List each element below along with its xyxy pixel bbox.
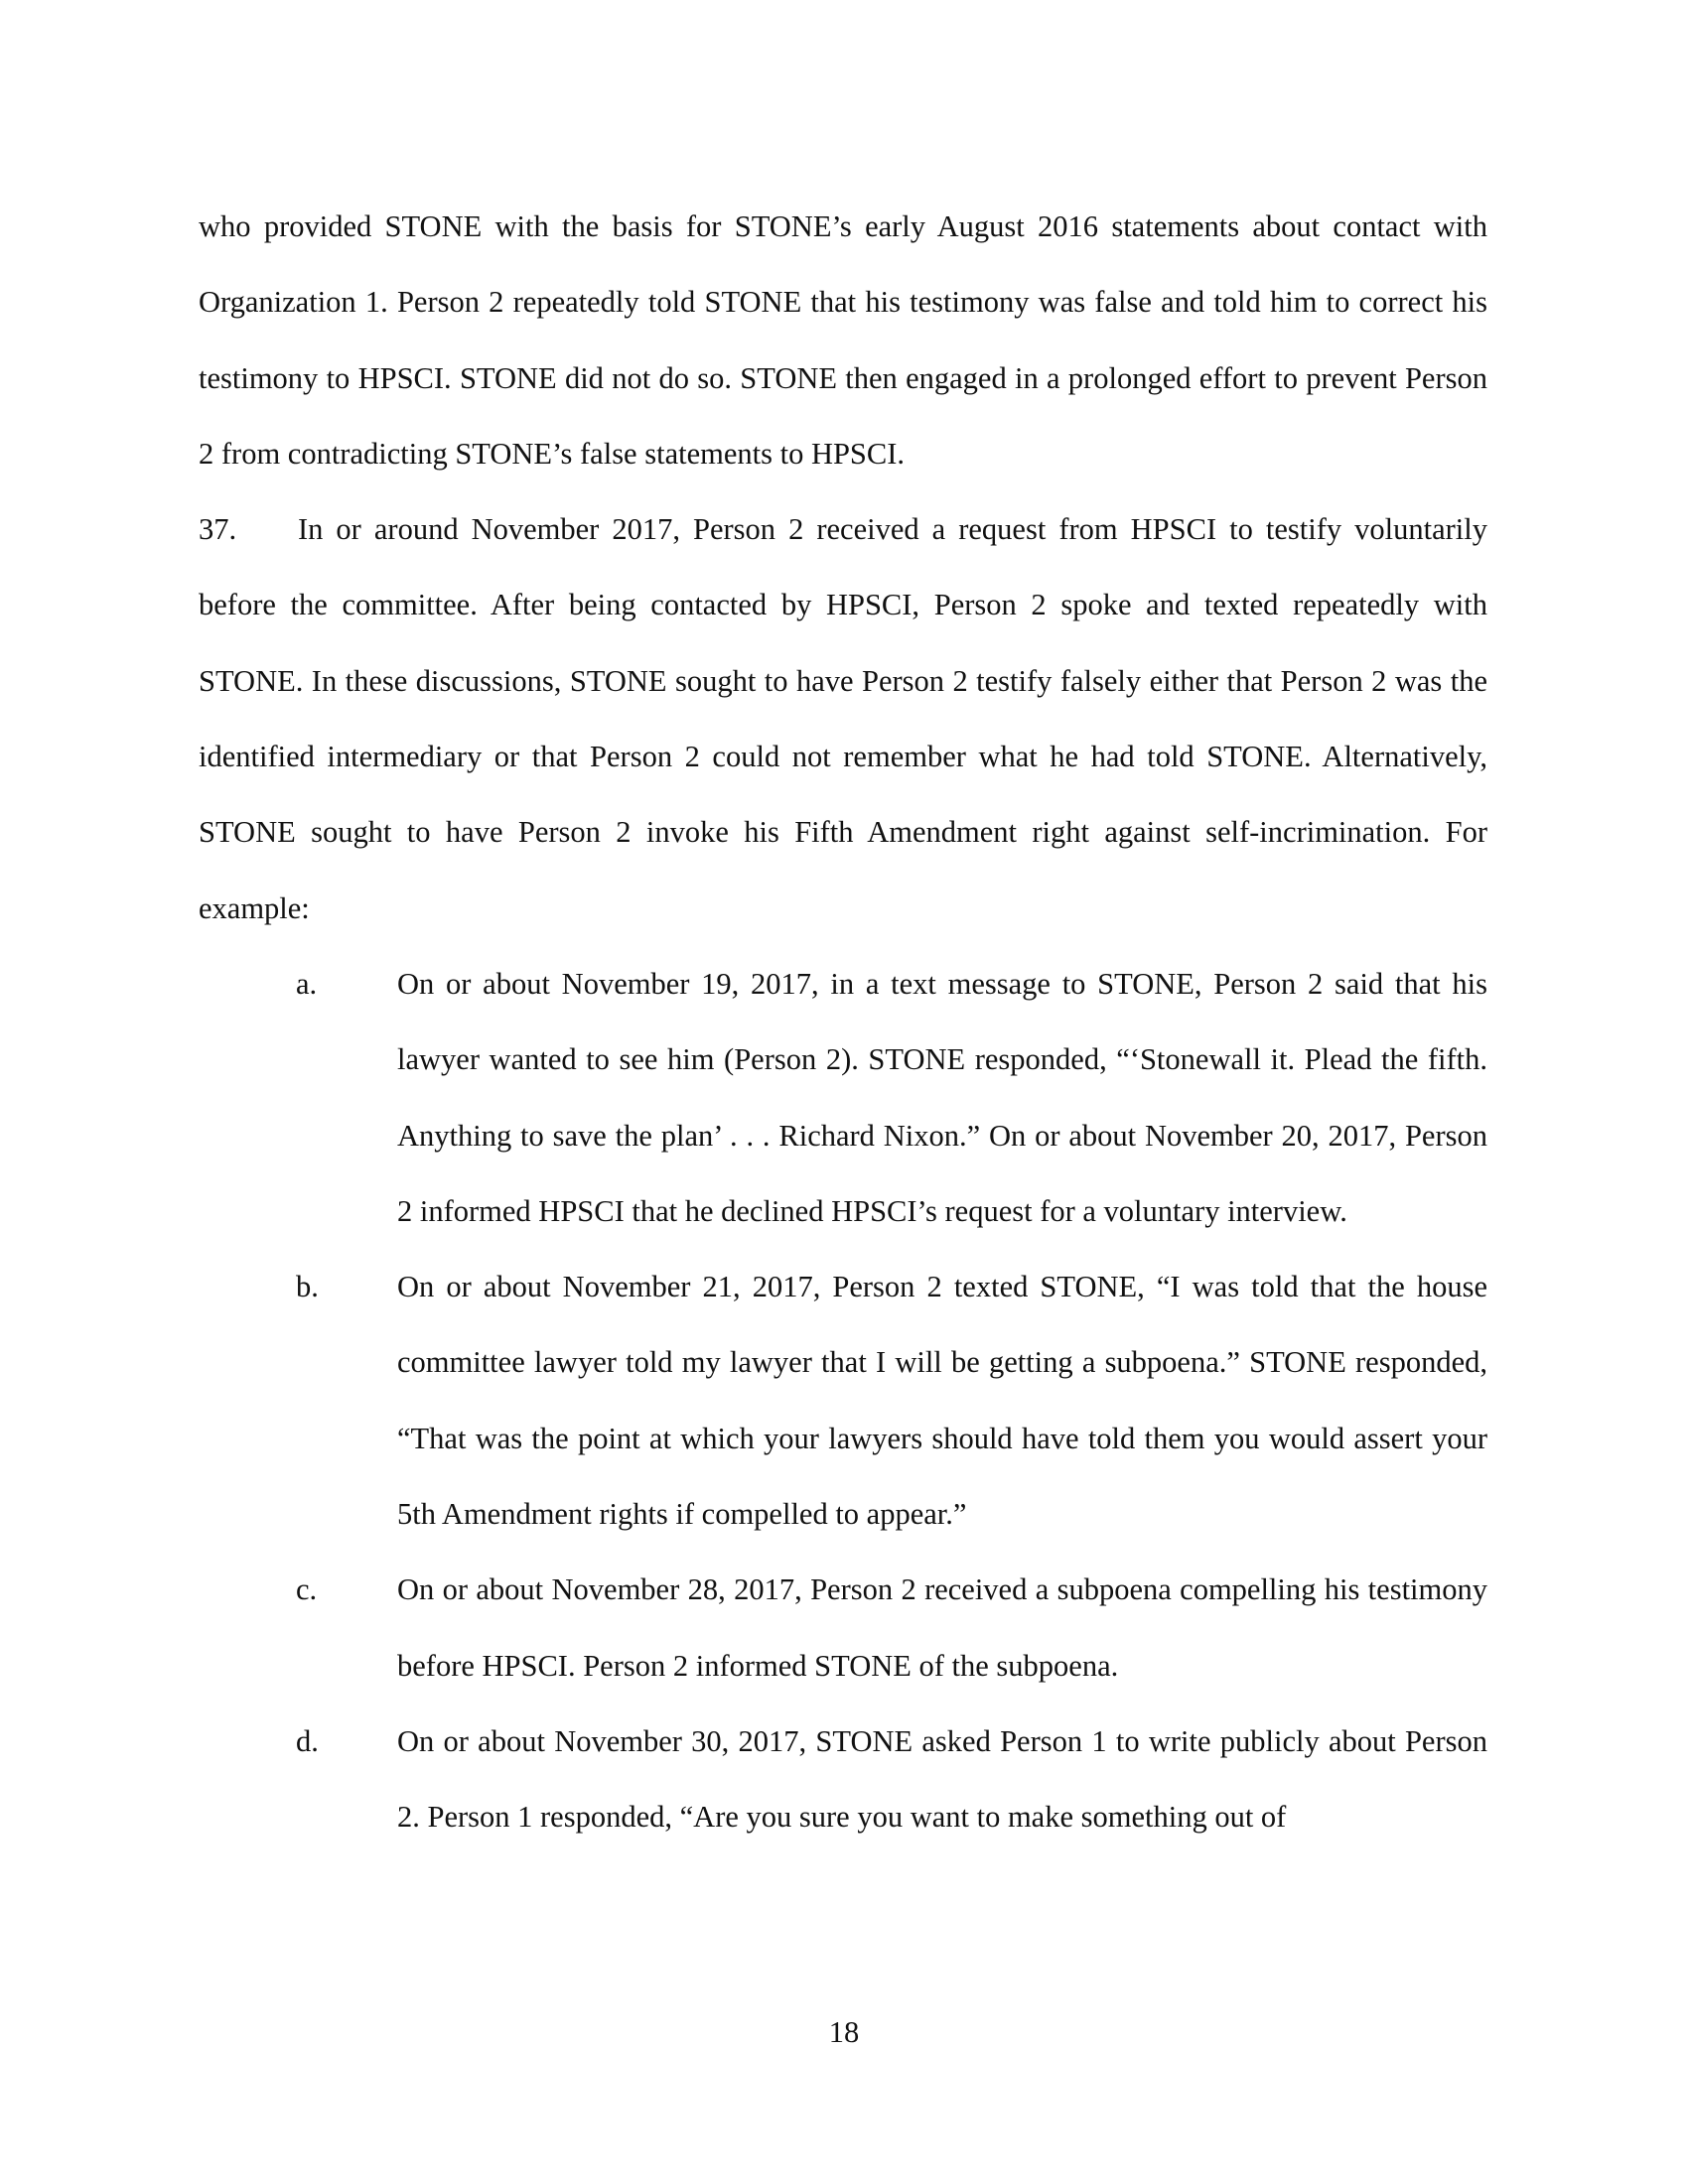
paragraph-text: In or around November 2017, Person 2 received a request from HPSCI to testify voluntarily before the committee. After being contacted by HPSCI, Person 2 spoke and texted repeatedly with STONE. In these discussions, STONE sought to have Person 2 testify falsely either that Person 2 was the identified intermediary or that Person 2 could not remember what he had told STONE. Alternatively, STONE sought to have Person 2 invoke his Fifth Amendment right against self-incrimination. For example: — [199, 512, 1487, 925]
subitem-label: c. — [296, 1572, 318, 1607]
paragraph-text: who provided STONE with the basis for STONE’s early August 2016 statements about contact with Organization 1. Person 2 repeatedly told STONE that his testimony was false and told him to correct his testimony to HPSCI. STONE did not do so. STONE then engaged in a prolonged effort to prevent Person 2 from contradicting STONE’s false statements to HPSCI. — [199, 209, 1487, 471]
subitem-b — [296, 1249, 1487, 1552]
subitem-c — [296, 1552, 1487, 1704]
subitem-d — [296, 1704, 1487, 1855]
subitem-label: a. — [296, 966, 318, 1001]
page-number: 18 — [828, 2015, 860, 2049]
document-page — [199, 189, 1487, 1855]
subitem-a — [296, 946, 1487, 1249]
paragraph-37 — [199, 491, 1487, 946]
subitem-text: On or about November 21, 2017, Person 2 texted STONE, “I was told that the house committee lawyer told my lawyer that I will be getting a subpoena.” STONE responded, “That was the point at which your lawyers should have told them you would assert your 5th Amendment rights if compelled to appear.” — [397, 1270, 1487, 1532]
subitem-label: d. — [296, 1723, 319, 1758]
subitem-text: On or about November 30, 2017, STONE asked Person 1 to write publicly about Person 2. Person 1 responded, “Are you sure you want to make something out of — [397, 1723, 1487, 1835]
subitem-text: On or about November 28, 2017, Person 2 received a subpoena compelling his testimony before HPSCI. Person 2 informed STONE of the subpoena. — [397, 1572, 1487, 1683]
subitem-text: On or about November 19, 2017, in a text message to STONE, Person 2 said that his lawyer wanted to see him (Person 2). STONE responded, “‘Stonewall it. Plead the fifth. Anything to save the plan’ . . . Richard Nixon.” On or about November 20, 2017, Person 2 informed HPSCI that he declined HPSCI’s request for a voluntary interview. — [397, 966, 1487, 1228]
paragraph-number: 37. — [199, 512, 237, 547]
subitem-label: b. — [296, 1270, 319, 1304]
continuation-paragraph — [199, 189, 1487, 491]
